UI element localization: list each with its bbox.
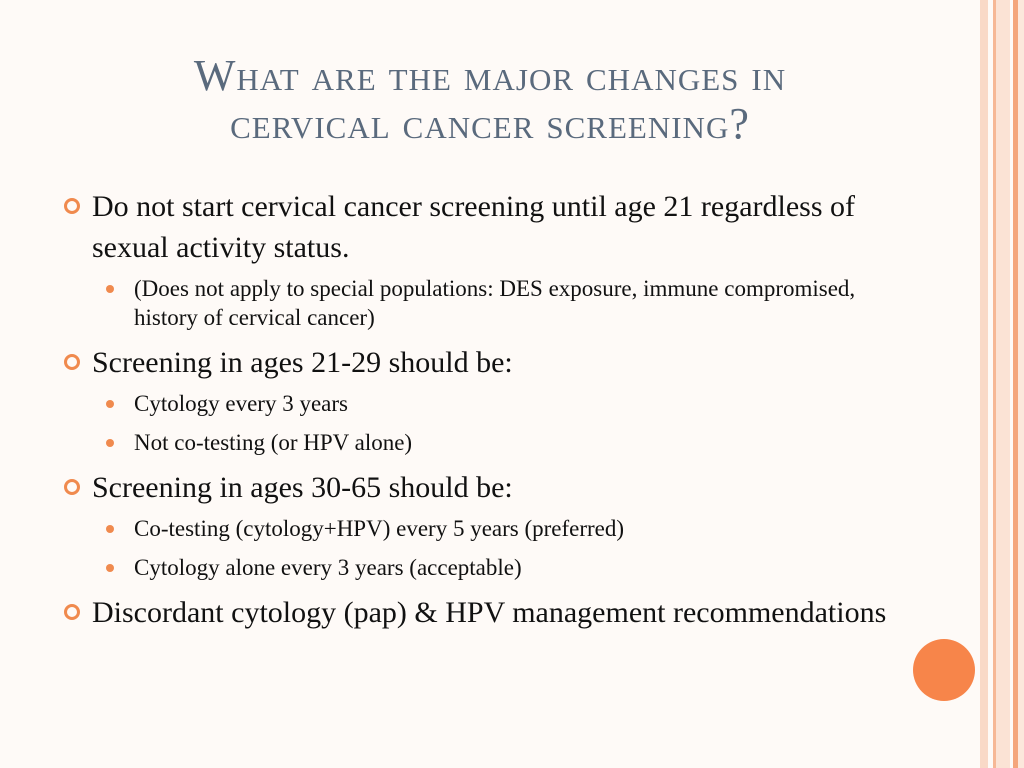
sub-bullet-item: [62, 274, 902, 332]
filled-circle-bullet-icon: [106, 400, 114, 408]
stripe: [996, 0, 1010, 768]
sub-bullet-text: Cytology alone every 3 years (acceptable): [134, 555, 522, 580]
right-border-stripes: [980, 0, 1024, 768]
sub-bullet-item: [62, 389, 902, 418]
orange-circle-icon: [913, 639, 975, 701]
filled-circle-bullet-icon: [106, 564, 114, 572]
filled-circle-bullet-icon: [106, 525, 114, 533]
sub-bullet-text: (Does not apply to special populations: DES exposure, immune compromised, history of cervical cancer): [134, 276, 856, 330]
sub-bullet-item: [62, 514, 902, 543]
bullet-text: Discordant cytology (pap) & HPV management recommendations: [92, 596, 887, 629]
sub-bullet-item: [62, 428, 902, 457]
sub-bullet-text: Co-testing (cytology+HPV) every 5 years (preferred): [134, 516, 625, 541]
bullet-text: Do not start cervical cancer screening until age 21 regardless of sexual activity status.: [92, 190, 856, 264]
hollow-circle-bullet-icon: [64, 604, 80, 620]
bullet-item: [62, 342, 902, 383]
bullet-item: [62, 592, 902, 633]
stripe: [1018, 0, 1024, 768]
filled-circle-bullet-icon: [106, 439, 114, 447]
hollow-circle-bullet-icon: [64, 479, 80, 495]
filled-circle-bullet-icon: [106, 285, 114, 293]
bullet-item: [62, 467, 902, 508]
bullet-item: [62, 186, 902, 268]
stripe: [980, 0, 988, 768]
sub-bullet-text: Not co-testing (or HPV alone): [134, 430, 413, 455]
hollow-circle-bullet-icon: [64, 198, 80, 214]
bullet-text: Screening in ages 21-29 should be:: [92, 346, 513, 379]
sub-bullet-text: Cytology every 3 years: [134, 391, 348, 416]
sub-bullet-item: [62, 553, 902, 582]
title-line-1: What are the major changes in: [193, 51, 787, 100]
slide-title: [60, 52, 920, 148]
bullet-text: Screening in ages 30-65 should be:: [92, 471, 513, 504]
title-line-2: cervical cancer screening?: [230, 99, 750, 148]
bullet-list: [62, 186, 902, 639]
hollow-circle-bullet-icon: [64, 354, 80, 370]
